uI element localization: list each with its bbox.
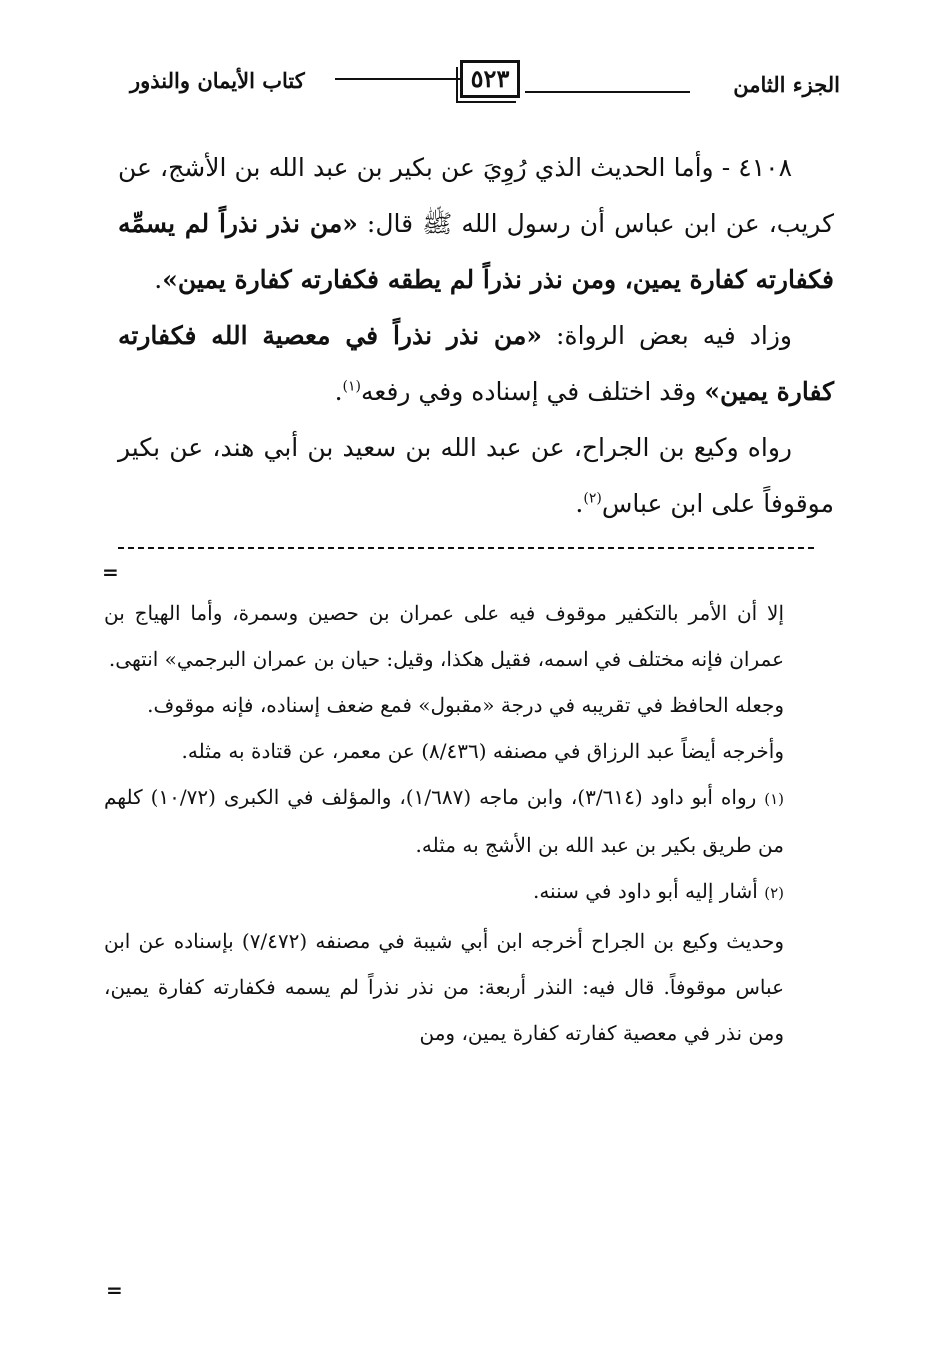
header-rule-right	[525, 91, 690, 93]
footnote-2-number: (٢)	[764, 884, 784, 902]
addition-text: «من نذر نذراً في معصية الله فكفارته كفارة يمين»	[118, 321, 834, 406]
addition-intro: وزاد فيه بعض الرواة:	[541, 321, 793, 350]
hadith-intro: ٤١٠٨ - وأما الحديث الذي رُوِيَ عن بكير بن عبد الله بن الأشج، عن كريب، عن ابن عباس أن رسول الله ﷺ قال:	[118, 153, 834, 238]
footnote-ref-1[interactable]: (١)	[342, 378, 361, 395]
main-text	[118, 140, 834, 532]
addition-note: وقد اختلف في إسناده وفي رفعه	[360, 377, 705, 406]
punctuation: .	[334, 377, 343, 406]
punctuation: .	[154, 265, 163, 294]
hadith-text: «من نذر نذراً لم يسمِّه فكفارته كفارة يمين، ومن نذر نذراً لم يطقه فكفارته كفارة يمين»	[118, 209, 834, 294]
volume-label: الجزء الثامن	[733, 72, 840, 97]
continuation-mark-bottom: =	[106, 1278, 123, 1302]
page-number: ٥٢٣	[460, 60, 520, 98]
book-title: كتاب الأيمان والنذور	[130, 68, 305, 93]
note-continuation-3: وأخرجه أيضاً عبد الرزاق في مصنفه (٨/٤٣٦) عن معمر، عن قتادة به مثله.	[181, 739, 784, 763]
footnote-1	[104, 774, 784, 868]
footnote-1-text: رواه أبو داود (٣/٦١٤)، وابن ماجه (١/٦٨٧)، والمؤلف في الكبرى (١٠/٧٢) كلهم من طريق بكير بن عبد الله بن الأشج به مثله.	[104, 785, 784, 857]
footnotes	[104, 590, 784, 1056]
footnote-1-number: (١)	[764, 790, 784, 808]
punctuation: .	[575, 489, 584, 518]
narration-text: رواه وكيع بن الجراح، عن عبد الله بن سعيد بن أبي هند، عن بكير موقوفاً على ابن عباس	[118, 433, 834, 518]
footnote-2-continuation: وحديث وكيع بن الجراح أخرجه ابن أبي شيبة في مصنفه (٧/٤٧٢) بإسناده عن ابن عباس موقوفاً. قال فيه: النذر أربعة: من نذر نذراً لم يسمه فكفارته كفارة يمين، ومن نذر في معصية كفارته كفارة يمين، ومن	[104, 929, 784, 1045]
continuation-mark-top: =	[102, 560, 119, 584]
hadith-paragraph	[118, 140, 834, 308]
footnote-2-text: أشار إليه أبو داود في سننه.	[532, 879, 765, 903]
page-header	[130, 58, 840, 110]
note-continuation-1: إلا أن الأمر بالتكفير موقوف فيه على عمران بن حصين وسمرة، وأما الهياج بن عمران فإنه مختلف في اسمه، فقيل هكذا، وقيل: حيان بن عمران البرجمي» انتهى.	[104, 601, 785, 671]
footnote-separator	[118, 547, 814, 549]
note-continuation-2: وجعله الحافظ في تقريبه في درجة «مقبول» فمع ضعف إسناده، فإنه موقوف.	[147, 693, 784, 717]
addition-paragraph	[118, 308, 834, 420]
footnote-2	[104, 868, 784, 916]
narration-paragraph	[118, 420, 834, 532]
footnote-ref-2[interactable]: (٢)	[583, 490, 602, 507]
header-rule-left	[335, 78, 460, 80]
